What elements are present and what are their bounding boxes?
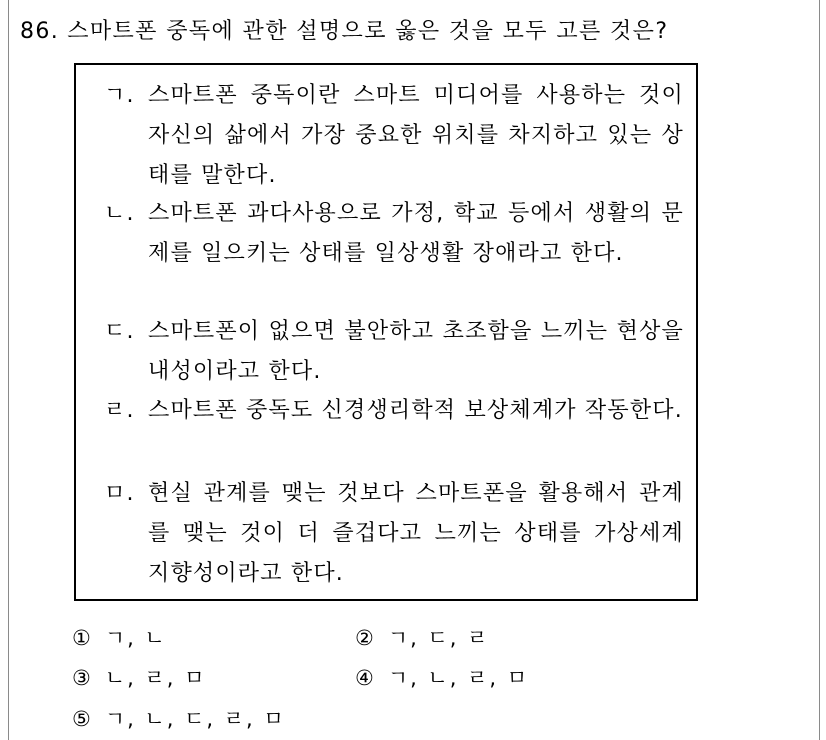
choice-2[interactable] [355, 622, 489, 652]
choice-text: ㄱ, ㄷ, ㄹ [387, 626, 490, 650]
statement-marker: ㄷ. [104, 319, 135, 344]
statement-rieul [104, 391, 684, 431]
statement-marker: ㄹ. [104, 398, 135, 423]
statement-text: 현실 관계를 맺는 것보다 스마트폰을 활용해서 관계를 맺는 것이 더 즐겁다고 느끼는 상태를 가상세계 지향성이라고 한다. [148, 481, 684, 586]
statement-text: 스마트폰 과다사용으로 가정, 학교 등에서 생활의 문제를 일으키는 상태를 일상생활 장애라고 한다. [148, 201, 684, 266]
choice-1[interactable] [72, 622, 167, 652]
choice-number: ③ [72, 666, 93, 690]
choice-text: ㄱ, ㄴ [104, 626, 167, 650]
question-stem [20, 14, 668, 45]
statement-marker: ㄱ. [104, 83, 135, 108]
choice-number: ⑤ [72, 707, 93, 731]
choice-text: ㄱ, ㄴ, ㄷ, ㄹ, ㅁ [104, 707, 286, 731]
statement-marker: ㄴ. [104, 201, 135, 226]
statement-text: 스마트폰 중독도 신경생리학적 보상체계가 작동한다. [148, 398, 683, 423]
choice-4[interactable] [355, 662, 529, 692]
statement-nieun [104, 194, 684, 274]
statement-text: 스마트폰 중독이란 스마트 미디어를 사용하는 것이 자신의 삶에서 가장 중요한 위치를 차지하고 있는 상태를 말한다. [148, 83, 684, 188]
statement-digeut [104, 312, 684, 392]
statement-marker: ㅁ. [104, 481, 135, 506]
choice-number: ④ [355, 666, 376, 690]
choice-text: ㄱ, ㄴ, ㄹ, ㅁ [387, 666, 530, 690]
choice-number: ① [72, 626, 93, 650]
choice-5[interactable] [72, 703, 286, 733]
question-number: 86. [20, 19, 60, 44]
choice-3[interactable] [72, 662, 206, 692]
question-text: 스마트폰 중독에 관한 설명으로 옳은 것을 모두 고른 것은? [67, 19, 669, 44]
statement-text: 스마트폰이 없으면 불안하고 초조함을 느끼는 현상을 내성이라고 한다. [148, 319, 684, 384]
choice-text: ㄴ, ㄹ, ㅁ [104, 666, 207, 690]
statement-mieum [104, 474, 684, 594]
choice-number: ② [355, 626, 376, 650]
statement-giyeok [104, 76, 684, 196]
